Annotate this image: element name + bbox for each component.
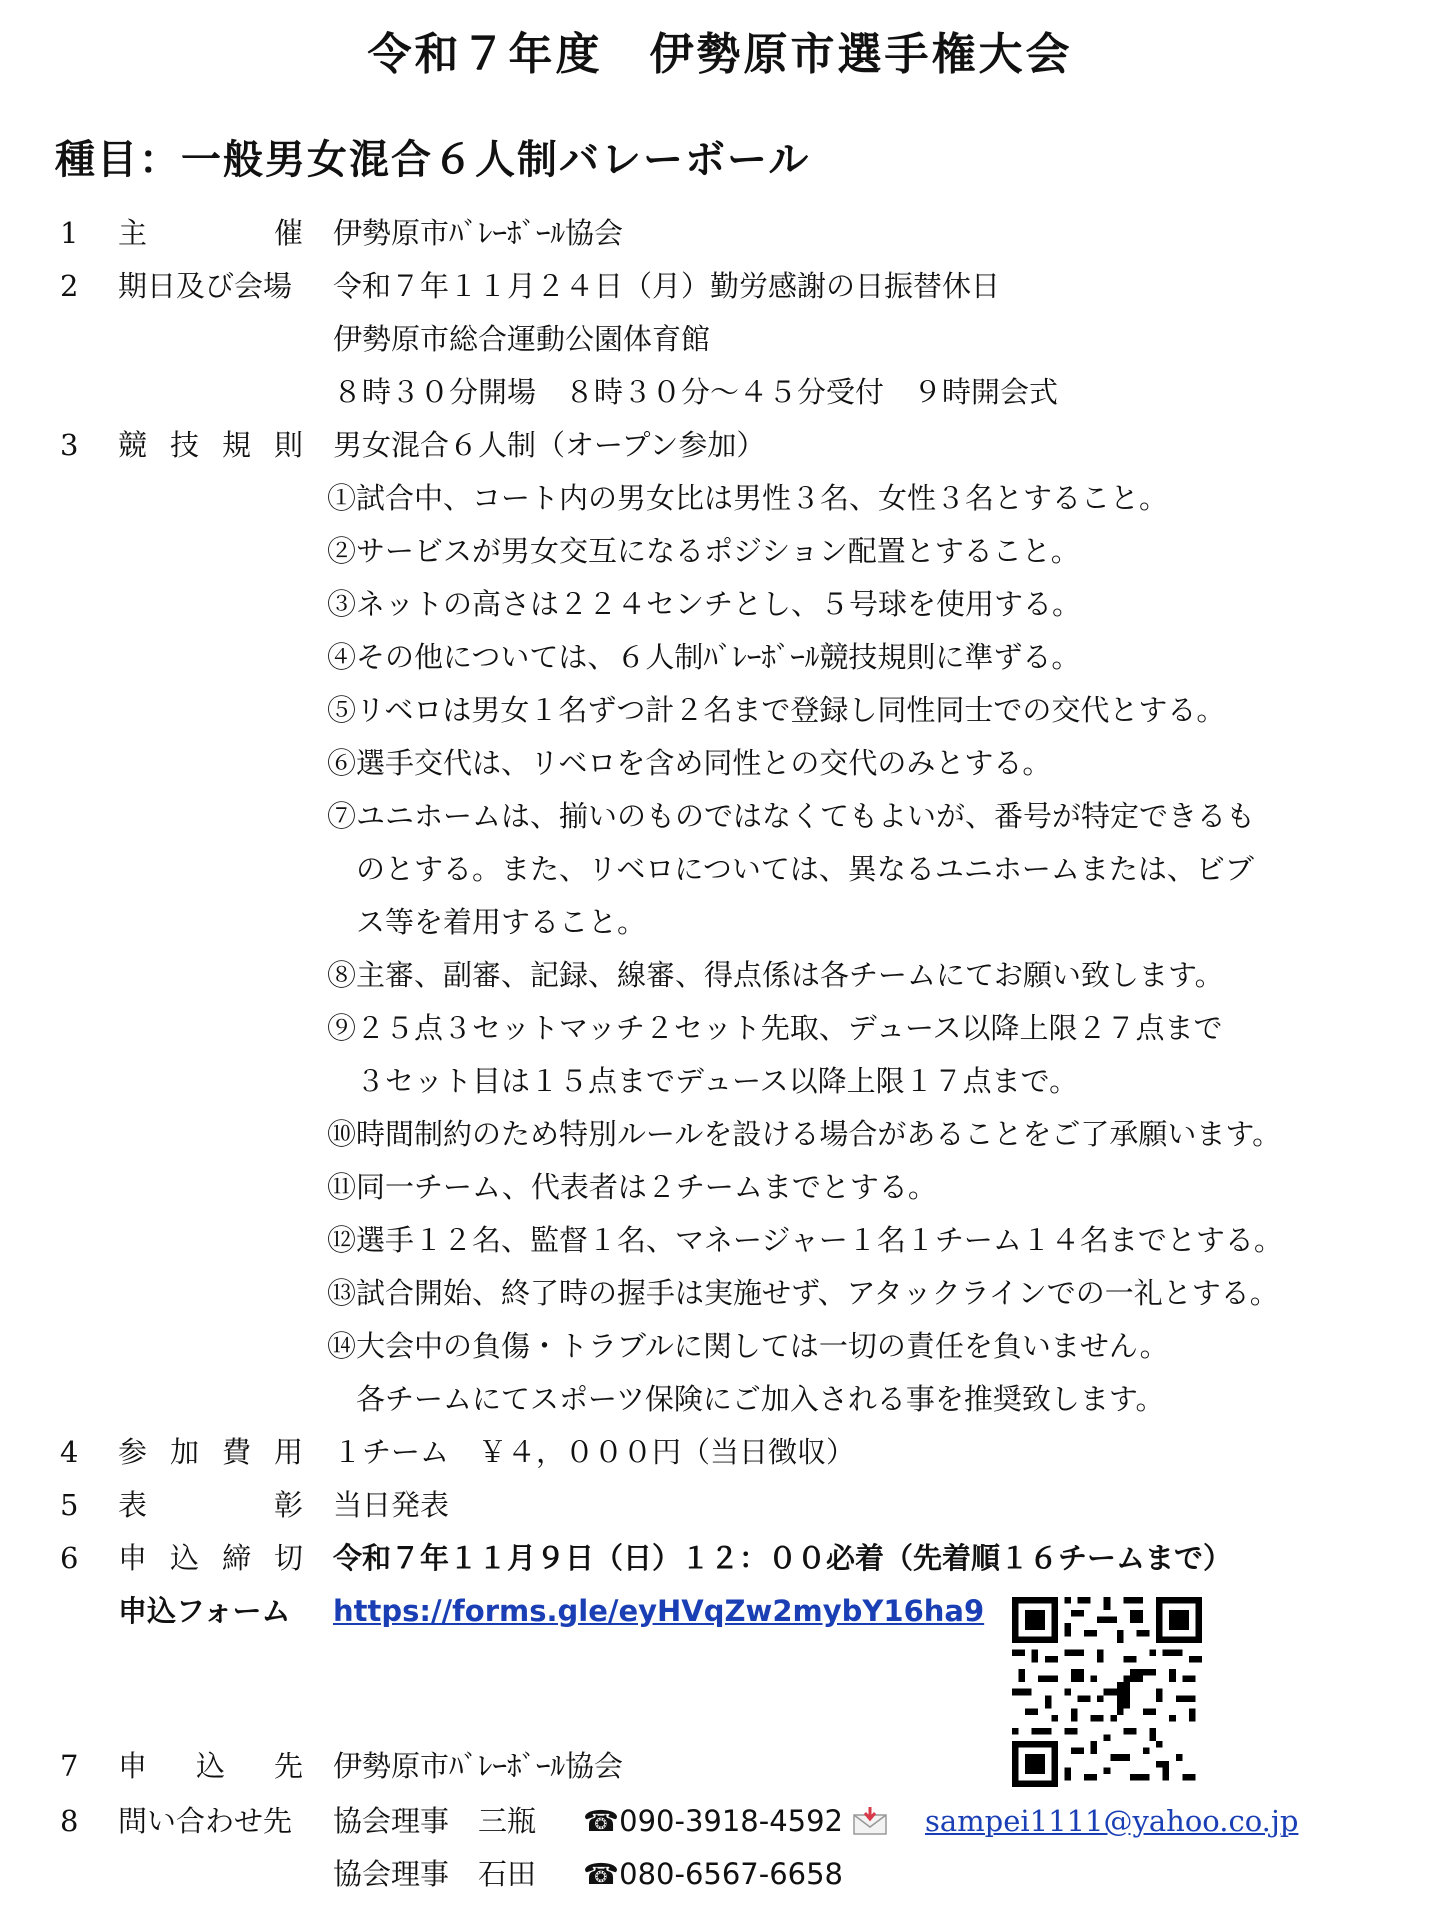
item-number: 7 bbox=[60, 1749, 79, 1783]
rule-line: ⑨２５点３セットマッチ２セット先取、デュース以降上限２７点まで bbox=[327, 1011, 1223, 1045]
contact-name-2: 協会理事 石田 bbox=[333, 1857, 537, 1891]
rule-line: ３セット目は１５点までデュース以降上限１７点まで。 bbox=[327, 1064, 1079, 1098]
form-label: 申込フォーム bbox=[118, 1594, 291, 1628]
rule-line: ④その他については、６人制ﾊﾞﾚｰﾎﾞｰﾙ競技規則に準ずる。 bbox=[327, 640, 1081, 674]
item-label: 期日及び会場 bbox=[118, 269, 293, 303]
qr-code-icon bbox=[1012, 1597, 1202, 1787]
item-label: 競 技 規 則 bbox=[118, 428, 303, 462]
item-value: 伊勢原市ﾊﾞﾚｰﾎﾞｰﾙ協会 bbox=[333, 216, 624, 250]
rule-line: ③ネットの高さは２２４センチとし、５号球を使用する。 bbox=[327, 587, 1082, 621]
contact-phone-2: ☎080-6567-6658 bbox=[583, 1857, 844, 1891]
item-value: １チーム ￥４，０００円（当日徴収） bbox=[333, 1435, 856, 1469]
item-value: 伊勢原市ﾊﾞﾚｰﾎﾞｰﾙ協会 bbox=[333, 1749, 624, 1783]
rule-line: ⑪同一チーム、代表者は２チームまでとする。 bbox=[327, 1170, 937, 1204]
document-title: 令和７年度 伊勢原市選手権大会 bbox=[367, 29, 1073, 80]
rule-line: ⑭大会中の負傷・トラブルに関しては一切の責任を負いません。 bbox=[327, 1329, 1169, 1363]
rule-line: ②サービスが男女交互になるポジション配置とすること。 bbox=[327, 534, 1080, 568]
rule-line: ⑫選手１２名、監督１名、マネージャー１名１チーム１４名までとする。 bbox=[327, 1223, 1283, 1257]
item-number: 2 bbox=[60, 269, 79, 303]
item-number: 8 bbox=[60, 1804, 79, 1838]
item-label: 申 込 先 bbox=[118, 1749, 303, 1783]
rule-line: 各チームにてスポーツ保険にご加入される事を推奨致します。 bbox=[327, 1382, 1165, 1416]
event-heading: 種目：一般男女混合６人制バレーボール bbox=[55, 137, 811, 183]
contact-phone-1: ☎090-3918-4592 bbox=[583, 1804, 844, 1838]
form-link[interactable]: https://forms.gle/eyHVqZw2mybY16ha9 bbox=[333, 1594, 985, 1628]
item-value: 男女混合６人制（オープン参加） bbox=[333, 428, 766, 462]
rule-line: ⑥選手交代は、リベロを含め同性との交代のみとする。 bbox=[327, 746, 1052, 780]
rule-line: ⑬試合開始、終了時の握手は実施せず、アタックラインでの一礼とする。 bbox=[327, 1276, 1279, 1310]
venue-name: 伊勢原市総合運動公園体育館 bbox=[333, 322, 711, 356]
mail-icon bbox=[853, 1807, 887, 1835]
rule-line: のとする。また、リベロについては、異なるユニホームまたは、ビブ bbox=[327, 852, 1254, 886]
item-label: 問い合わせ先 bbox=[118, 1804, 293, 1838]
item-number: 3 bbox=[60, 428, 79, 462]
item-number: 5 bbox=[60, 1488, 79, 1522]
contact-name-1: 協会理事 三瓶 bbox=[333, 1804, 537, 1838]
contact-email[interactable]: sampei1111@yahoo.co.jp bbox=[925, 1804, 1299, 1838]
item-value: 令和７年１１月２４日（月）勤労感謝の日振替休日 bbox=[333, 269, 1001, 303]
item-value: 当日発表 bbox=[333, 1488, 450, 1522]
item-number: 4 bbox=[60, 1435, 79, 1469]
item-label: 参 加 費 用 bbox=[118, 1435, 303, 1469]
rule-line: ⑩時間制約のため特別ルールを設ける場合があることをご了承願います。 bbox=[327, 1117, 1282, 1151]
item-label: 申 込 締 切 bbox=[118, 1541, 303, 1575]
rule-line: ⑤リベロは男女１名ずつ計２名まで登録し同性同士での交代とする。 bbox=[327, 693, 1226, 727]
schedule-text: ８時３０分開場 ８時３０分～４５分受付 ９時開会式 bbox=[333, 375, 1059, 409]
rule-line: ①試合中、コート内の男女比は男性３名、女性３名とすること。 bbox=[327, 481, 1169, 515]
deadline-text: 令和７年１１月９日（日）１２：００必着（先着順１６チームまで） bbox=[333, 1541, 1233, 1575]
item-label: 主 催 bbox=[118, 216, 303, 250]
item-number: 1 bbox=[60, 216, 79, 250]
item-number: 6 bbox=[60, 1541, 79, 1575]
rule-line: ス等を着用すること。 bbox=[327, 905, 647, 939]
rule-line: ⑦ユニホームは、揃いのものではなくてもよいが、番号が特定できるも bbox=[327, 799, 1256, 833]
rule-line: ⑧主審、副審、記録、線審、得点係は各チームにてお願い致します。 bbox=[327, 958, 1224, 992]
item-label: 表 彰 bbox=[118, 1488, 303, 1522]
